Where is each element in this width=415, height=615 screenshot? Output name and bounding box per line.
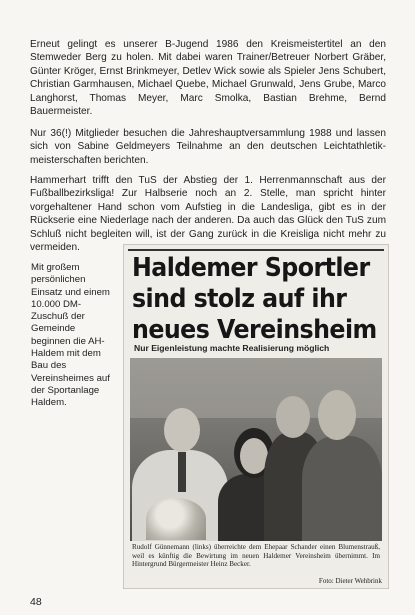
photo-person-right-body [302, 436, 382, 541]
photo-person-back-head [276, 396, 310, 438]
newspaper-clipping [124, 245, 388, 588]
photo-bouquet [146, 498, 206, 540]
paragraph-b-jugend: Erneut gelingt es unserer B-Jugend 1986 den Kreismeistertitel an den Stemweder Berg zu holen. Mit dabei waren Trainer/Betreuer Norbert Gräber, Günter Kröger, Ernst Brinkmeyer, Detlev Wick sowie als Spieler Jens Schubert, Christian Garmhausen, Michael Quebe, Michael Grunwald, Jens Grube, Marco Langhorst, Thomas Meyer, Marc Smolka, Bastian Brehme, Bernd Bauermeister. [30, 39, 386, 118]
photo-person-left-head [164, 408, 200, 452]
photo-tie [178, 452, 186, 492]
headline-line: sind stolz auf ihr [132, 284, 347, 314]
page-number: 48 [30, 596, 42, 608]
clipping-caption: Rudolf Günnemann (links) überreichte dem Ehepaar Schander einen Blumenstrauß, weil es künftig die Bewirtung im neuen Haldemer Vereinsheim übernimmt. Im Hintergrund Bürgermeister Heinz Becker. [132, 543, 380, 569]
paragraph-abstieg: Hammerhart trifft den TuS der Abstieg der 1. Herrenmannschaft aus der Fußballbezirksliga! Zur Halbserie noch an 2. Stelle, man spricht hinter vorgehaltener Hand schon vom Aufstieg in die Landesliga, gibt es in der Rückserie eine Niederlage nach der anderen. Da auch das Glück den TuS zum Schluß nicht begleiten will, ist der Gang zurück in die Kreisliga nicht mehr zu vermeiden. [30, 175, 386, 254]
clipping-rule [128, 249, 384, 251]
clipping-photo [130, 358, 382, 541]
paragraph-jahreshauptversammlung: Nur 36(!) Mitglieder besuchen die Jahreshauptversammlung 1988 und lassen sich von Sabine Geldmeyers Teilnahme an den deutschen Leichtathletik-meisterschaften berichten. [30, 128, 386, 166]
clipping-subheadline: Nur Eigenleistung machte Realisierung möglich [134, 343, 330, 353]
side-note: Mit großem persönlichen Einsatz und einem 10.000 DM-Zuschuß der Gemeinde beginnen die AH-Haldem mit dem Bau des Vereinsheimes auf der Sportanlage Haldem. [31, 262, 110, 409]
headline-line: neues Vereinsheim [132, 315, 377, 345]
headline-line: Haldemer Sportler [132, 253, 370, 283]
clipping-headline [132, 253, 377, 346]
photo-person-right-head [318, 390, 356, 440]
photo-credit: Foto: Dieter Wehbrink [318, 577, 382, 585]
